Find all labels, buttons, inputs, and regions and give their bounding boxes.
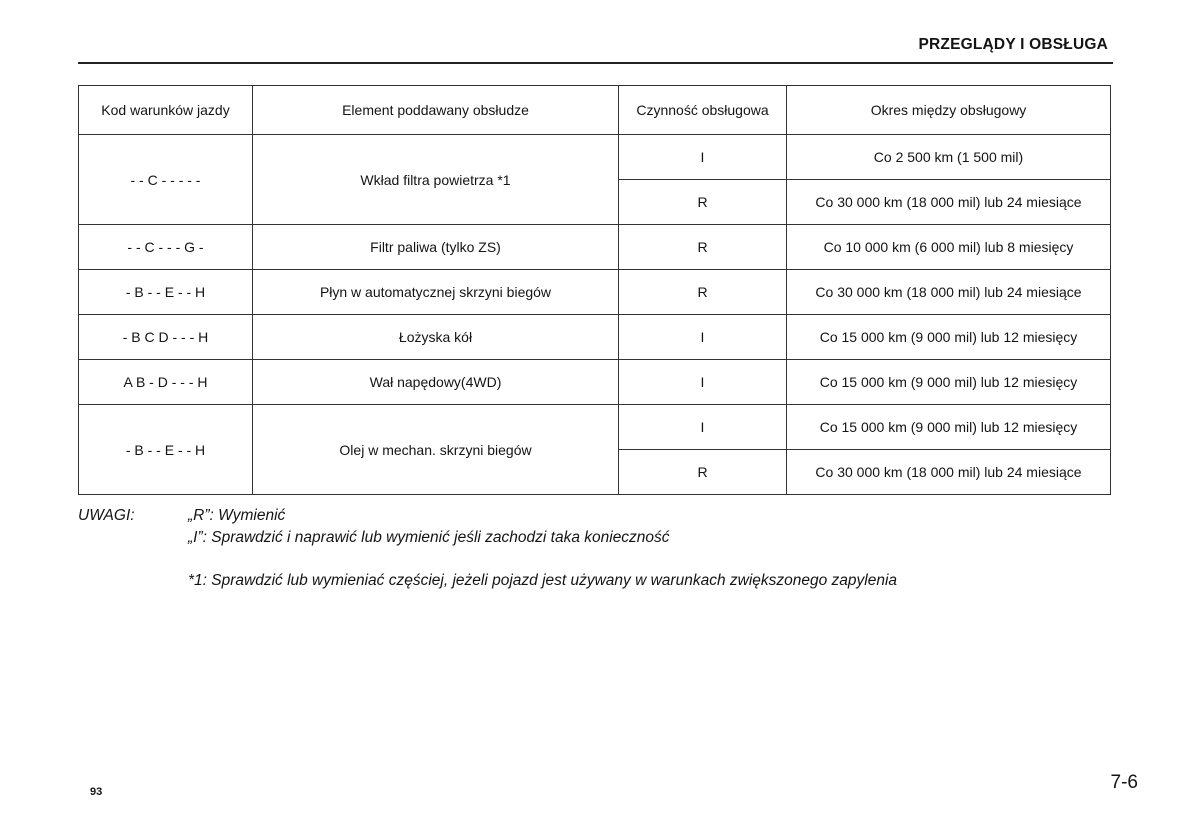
- driving-code-cell: - B - - E - - H: [79, 270, 253, 315]
- action-cell: I: [619, 315, 787, 360]
- driving-code-cell: - B C D - - - H: [79, 315, 253, 360]
- table-row: [79, 225, 1111, 270]
- page-number-left: 93: [90, 786, 103, 798]
- action-cell: I: [619, 135, 787, 180]
- action-cell: R: [619, 270, 787, 315]
- column-header-element: Element poddawany obsłudze: [253, 86, 619, 135]
- driving-code-cell: - - C - - - - -: [79, 135, 253, 225]
- driving-code-cell: A B - D - - - H: [79, 360, 253, 405]
- header-rule: [78, 62, 1113, 64]
- interval-cell: Co 2 500 km (1 500 mil): [787, 135, 1111, 180]
- element-cell: Wkład filtra powietrza *1: [253, 135, 619, 225]
- element-cell: Wał napędowy(4WD): [253, 360, 619, 405]
- interval-cell: Co 15 000 km (9 000 mil) lub 12 miesięcy: [787, 315, 1111, 360]
- table-row: [79, 360, 1111, 405]
- element-cell: Olej w mechan. skrzyni biegów: [253, 405, 619, 495]
- interval-cell: Co 30 000 km (18 000 mil) lub 24 miesiące: [787, 270, 1111, 315]
- footnote-line: *1: Sprawdzić lub wymieniać częściej, jeżeli pojazd jest używany w warunkach zwiększonego zapylenia: [188, 572, 898, 589]
- note-line: „R”: Wymienić: [188, 507, 286, 524]
- driving-code-cell: - - C - - - G -: [79, 225, 253, 270]
- interval-cell: Co 30 000 km (18 000 mil) lub 24 miesiące: [787, 180, 1111, 225]
- table-row: [79, 135, 1111, 180]
- table-row: [79, 405, 1111, 450]
- action-cell: R: [619, 225, 787, 270]
- notes-label: UWAGI:: [78, 507, 135, 524]
- section-title: PRZEGLĄDY I OBSŁUGA: [918, 36, 1108, 53]
- column-header-action: Czynność obsługowa: [619, 86, 787, 135]
- action-cell: R: [619, 450, 787, 495]
- interval-cell: Co 30 000 km (18 000 mil) lub 24 miesiące: [787, 450, 1111, 495]
- column-header-interval: Okres między obsługowy: [787, 86, 1111, 135]
- table-row: [79, 270, 1111, 315]
- element-cell: Płyn w automatycznej skrzyni biegów: [253, 270, 619, 315]
- interval-cell: Co 15 000 km (9 000 mil) lub 12 miesięcy: [787, 360, 1111, 405]
- column-header-code: Kod warunków jazdy: [79, 86, 253, 135]
- interval-cell: Co 15 000 km (9 000 mil) lub 12 miesięcy: [787, 405, 1111, 450]
- element-cell: Filtr paliwa (tylko ZS): [253, 225, 619, 270]
- action-cell: R: [619, 180, 787, 225]
- interval-cell: Co 10 000 km (6 000 mil) lub 8 miesięcy: [787, 225, 1111, 270]
- table-row: [79, 315, 1111, 360]
- action-cell: I: [619, 405, 787, 450]
- page-number-right: 7-6: [1110, 772, 1138, 793]
- driving-code-cell: - B - - E - - H: [79, 405, 253, 495]
- maintenance-table: [78, 85, 1111, 495]
- note-line: „I”: Sprawdzić i naprawić lub wymienić jeśli zachodzi taka konieczność: [188, 529, 670, 546]
- element-cell: Łożyska kół: [253, 315, 619, 360]
- action-cell: I: [619, 360, 787, 405]
- table-header-row: [79, 86, 1111, 135]
